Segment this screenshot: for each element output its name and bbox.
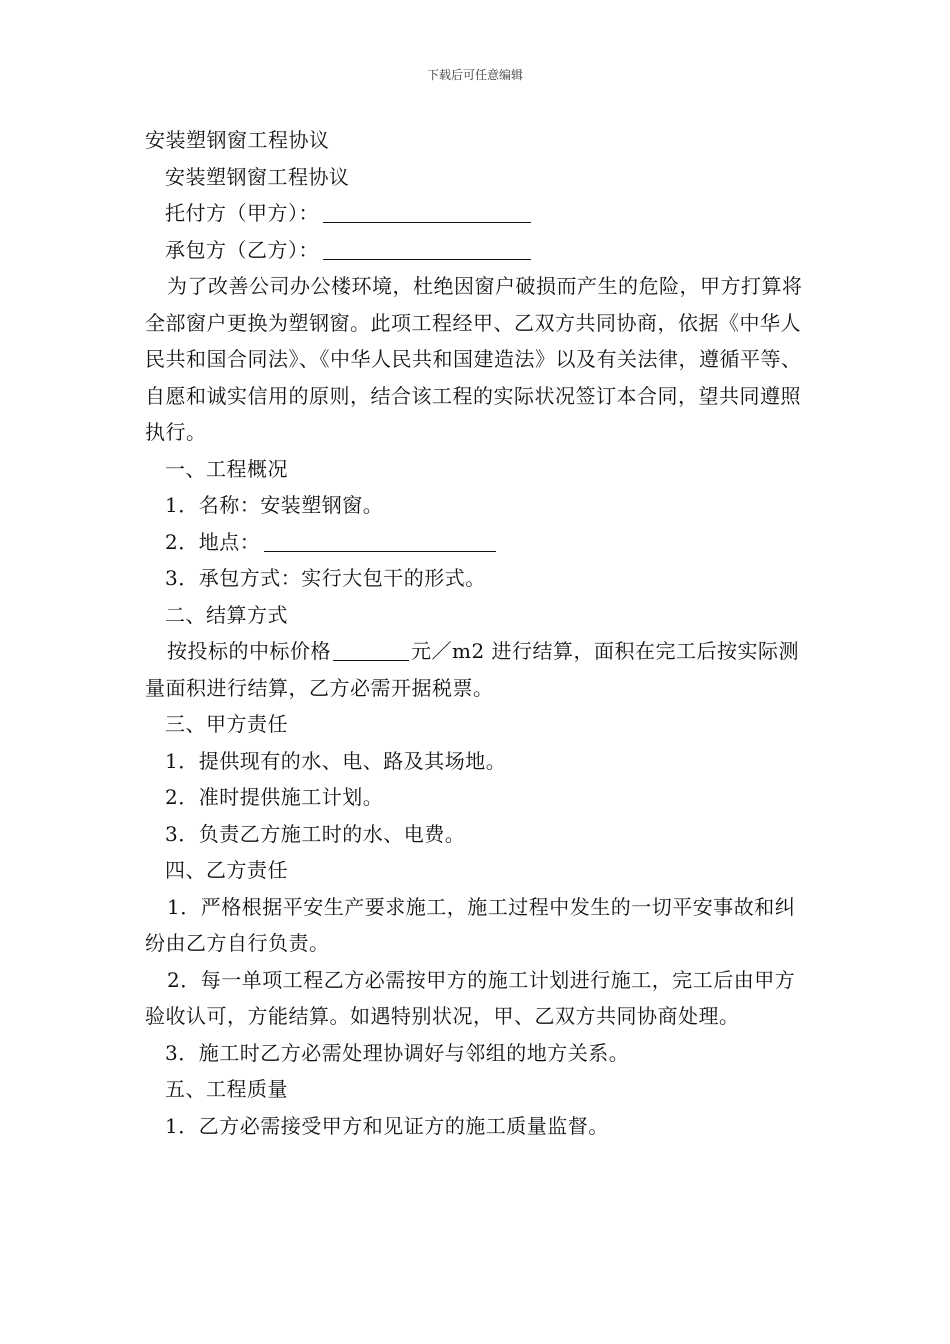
section-1-item-3: 3．承包方式：实行大包干的形式。 bbox=[165, 566, 486, 590]
section-4-heading: 四、乙方责任 bbox=[165, 858, 288, 882]
section-3-item-3: 3．负责乙方施工时的水、电费。 bbox=[165, 821, 466, 846]
party-b-line bbox=[145, 232, 809, 269]
section-5-heading: 五、工程质量 bbox=[165, 1077, 288, 1101]
document-title: 安装塑钢窗工程协议 bbox=[145, 128, 330, 152]
price-text-before: 按投标的中标价格 bbox=[167, 639, 331, 663]
party-a-blank bbox=[323, 200, 531, 223]
section-3-item-2: 2．准时提供施工计划。 bbox=[165, 785, 384, 809]
price-text-after: 元／m2 进行结算，面积在完工后按实际测量面积进行结算，乙方必需开据税票。 bbox=[145, 639, 800, 700]
section-4-item-2: 2．每一单项工程乙方必需按甲方的施工计划进行施工，完工后由甲方验收认可，方能结算。如遇特别状况，甲、乙双方共同协商处理。 bbox=[145, 967, 796, 1028]
price-blank bbox=[333, 638, 409, 661]
section-1-item-1: 1．名称：安装塑钢窗。 bbox=[165, 493, 384, 517]
section-2-heading: 二、结算方式 bbox=[165, 602, 288, 627]
section-3-item-1: 1．提供现有的水、电、路及其场地。 bbox=[165, 748, 507, 773]
section-1-item-2 bbox=[145, 524, 809, 561]
section-4-item-1: 1．严格根据平安生产要求施工，施工过程中发生的一切平安事故和纠纷由乙方自行负责。 bbox=[145, 894, 796, 955]
party-b-blank bbox=[323, 237, 531, 260]
section-3-heading: 三、甲方责任 bbox=[165, 712, 288, 736]
location-label: 2．地点： bbox=[165, 529, 261, 554]
party-a-line bbox=[145, 195, 809, 232]
document-body bbox=[145, 122, 809, 1144]
location-blank bbox=[264, 529, 496, 552]
section-2-paragraph bbox=[145, 633, 809, 706]
section-5-item-1: 1．乙方必需接受甲方和见证方的施工质量监督。 bbox=[165, 1113, 609, 1138]
intro-paragraph: 为了改善公司办公楼环境，杜绝因窗户破损而产生的危险，甲方打算将全部窗户更换为塑钢窗。此项工程经甲、乙双方共同协商，依据《中华人民共和国合同法》、《中华人民共和国建造法》以及有关法律，遵循平等、自愿和诚实信用的原则，结合该工程的实际状况签订本合同，望共同遵照执行。 bbox=[145, 274, 803, 444]
section-4-item-3: 3．施工时乙方必需处理协调好与邻组的地方关系。 bbox=[165, 1040, 630, 1065]
page-header: 下载后可任意编辑 bbox=[426, 68, 523, 82]
party-a-label: 托付方（甲方）： bbox=[165, 201, 319, 225]
party-b-label: 承包方（乙方）： bbox=[165, 237, 319, 262]
section-1-heading: 一、工程概况 bbox=[165, 456, 288, 481]
document-subtitle: 安装塑钢窗工程协议 bbox=[165, 164, 350, 189]
